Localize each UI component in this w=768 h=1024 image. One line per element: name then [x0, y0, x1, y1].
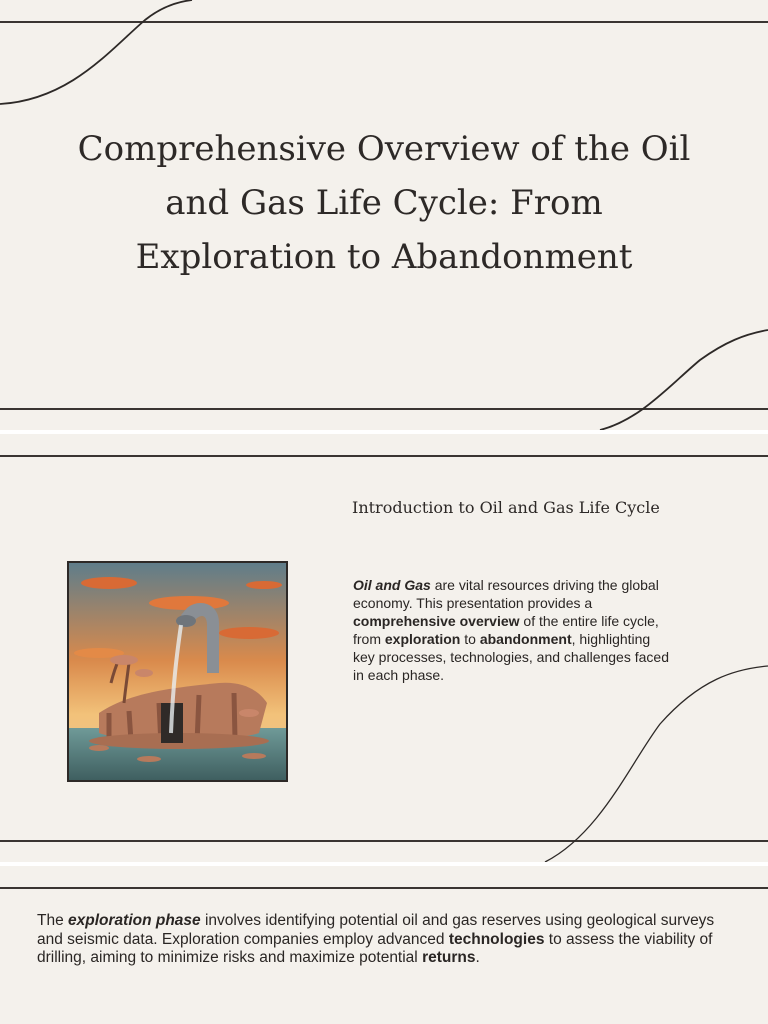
section-heading: Introduction to Oil and Gas Life Cycle: [352, 498, 660, 517]
title-slide: [0, 0, 768, 430]
page-title: Comprehensive Overview of the Oil and Gas Life Cycle: From Exploration to Abandonment: [77, 129, 691, 277]
comprehensive-overview-emphasis: comprehensive overview: [353, 613, 520, 629]
introduction-paragraph: [353, 576, 675, 684]
oil-and-gas-emphasis: Oil and Gas: [353, 577, 431, 593]
text-span: The: [37, 912, 69, 929]
text-span: involves identifying potential oil and gas reserves using geological surveys and seismic data. Exploration companies employ advanced: [37, 912, 715, 948]
exploration-phase-emphasis: exploration phase: [68, 912, 201, 929]
text-span: .: [475, 949, 480, 966]
technologies-emphasis: technologies: [448, 930, 545, 948]
top-divider-line: [0, 887, 768, 889]
text-span: are vital resources driving the global economy. This presentation provides a: [353, 577, 659, 611]
text-span: of the entire life cycle, from: [353, 613, 659, 647]
text-span: to assess the viability of drilling, aiming to minimize risks and maximize potential: [37, 930, 713, 966]
exploration-slide: [0, 866, 768, 1024]
exploration-paragraph: [37, 912, 737, 968]
exploration-emphasis: exploration: [384, 631, 461, 647]
abandonment-emphasis: abandonment: [479, 631, 572, 647]
oil-faucet-illustration: [67, 561, 288, 782]
text-span: , highlighting key processes, technologies, and challenges faced in each phase.: [353, 631, 669, 683]
introduction-slide: [0, 434, 768, 862]
returns-emphasis: returns: [422, 949, 476, 966]
text-span: to: [460, 631, 480, 647]
